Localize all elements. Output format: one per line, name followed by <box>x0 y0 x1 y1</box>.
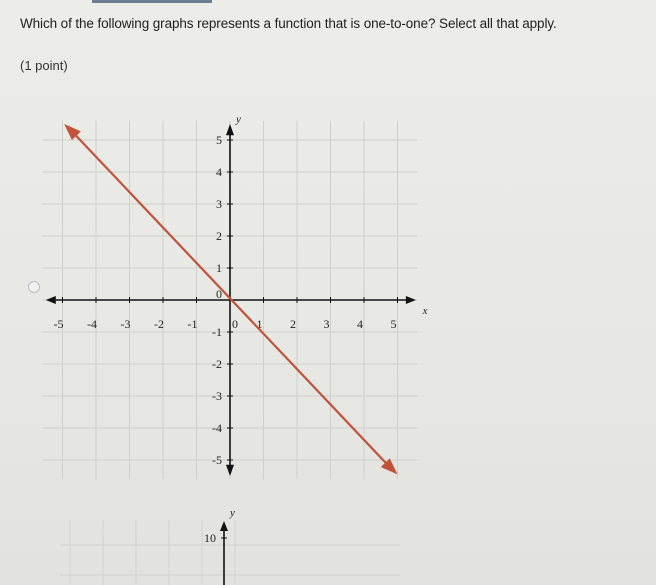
x-axis-arrow-right <box>406 296 416 304</box>
y-tick-label: 10 <box>204 531 216 545</box>
y-tick-label: -2 <box>212 357 222 371</box>
x-tick-label: -3 <box>120 317 131 331</box>
x-tick-label: -5 <box>53 317 64 331</box>
y-tick-label: -3 <box>212 389 222 403</box>
y-tick-label: -1 <box>212 325 222 339</box>
x-tick-label: 0 <box>232 317 238 331</box>
graph-tick-labels <box>54 113 428 467</box>
y-tick-label: 1 <box>216 261 222 275</box>
y-axis-arrow-up <box>226 124 234 135</box>
y-axis-arrow-down <box>226 465 234 476</box>
y-tick-label: 5 <box>216 133 222 147</box>
x-tick-label: 1 <box>256 317 263 331</box>
x-tick-label: -4 <box>87 317 97 331</box>
y-tick-label: -4 <box>212 421 222 435</box>
x-tick-label: -1 <box>187 317 198 331</box>
option-b-graph <box>60 507 400 585</box>
x-axis-label: x <box>422 305 428 317</box>
y-tick-label: -5 <box>212 453 222 467</box>
question-text: Which of the following graphs represents a function that is one-to-one? Select all that apply. <box>20 16 557 31</box>
y-tick-label: 3 <box>216 197 222 211</box>
y-axis-arrow-up <box>220 521 228 531</box>
x-tick-label: 2 <box>290 317 296 331</box>
y-tick-label: 4 <box>216 165 222 179</box>
points-label: (1 point) <box>20 58 68 73</box>
y-tick-label: 2 <box>216 229 222 243</box>
x-tick-label: 5 <box>390 317 397 331</box>
y-axis-label: y <box>236 113 241 126</box>
x-axis-arrow-left <box>46 296 56 304</box>
y-tick-label: 0 <box>216 287 222 301</box>
x-tick-label: 4 <box>357 317 363 331</box>
y-axis-label: y <box>230 507 235 519</box>
x-tick-label: 3 <box>323 317 330 331</box>
x-tick-label: -2 <box>154 317 164 331</box>
